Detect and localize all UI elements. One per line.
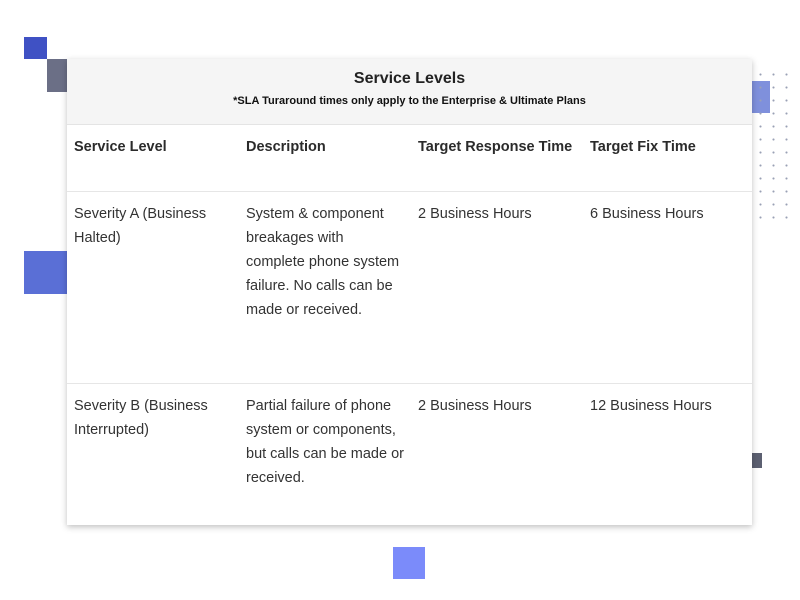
decorative-dot-grid <box>752 66 792 222</box>
decorative-square-gray-top <box>47 59 67 92</box>
card-header <box>67 59 752 125</box>
table-row <box>67 191 752 383</box>
cell-fix-time: 12 Business Hours <box>583 383 752 524</box>
table-row <box>67 383 752 524</box>
cell-service-level: Severity B (Business Interrupted) <box>67 383 239 524</box>
decorative-square-blue-top <box>24 37 47 59</box>
cell-description: Partial failure of phone system or components, but calls can be made or received. <box>239 383 411 524</box>
card-subtitle: *SLA Turaround times only apply to the Enterprise & Ultimate Plans <box>233 95 586 107</box>
service-levels-card <box>67 59 752 525</box>
header-target-fix-time: Target Fix Time <box>590 139 696 155</box>
cell-response-time: 2 Business Hours <box>411 191 583 383</box>
cell-response-time: 2 Business Hours <box>411 383 583 524</box>
decorative-square-blue-bottom <box>393 547 425 579</box>
header-description: Description <box>246 139 326 155</box>
card-title: Service Levels <box>353 70 466 87</box>
decorative-square-blue-left <box>24 251 67 294</box>
cell-description: System & component breakages with complete phone system failure. No calls can be made or received. <box>239 191 411 383</box>
header-service-level: Service Level <box>74 139 167 155</box>
header-target-response-time: Target Response Time <box>418 139 573 155</box>
decorative-square-gray-right <box>752 453 762 468</box>
table-header-row <box>67 125 752 191</box>
sla-table <box>67 125 752 524</box>
cell-fix-time: 6 Business Hours <box>583 191 752 383</box>
cell-service-level: Severity A (Business Halted) <box>67 191 239 383</box>
